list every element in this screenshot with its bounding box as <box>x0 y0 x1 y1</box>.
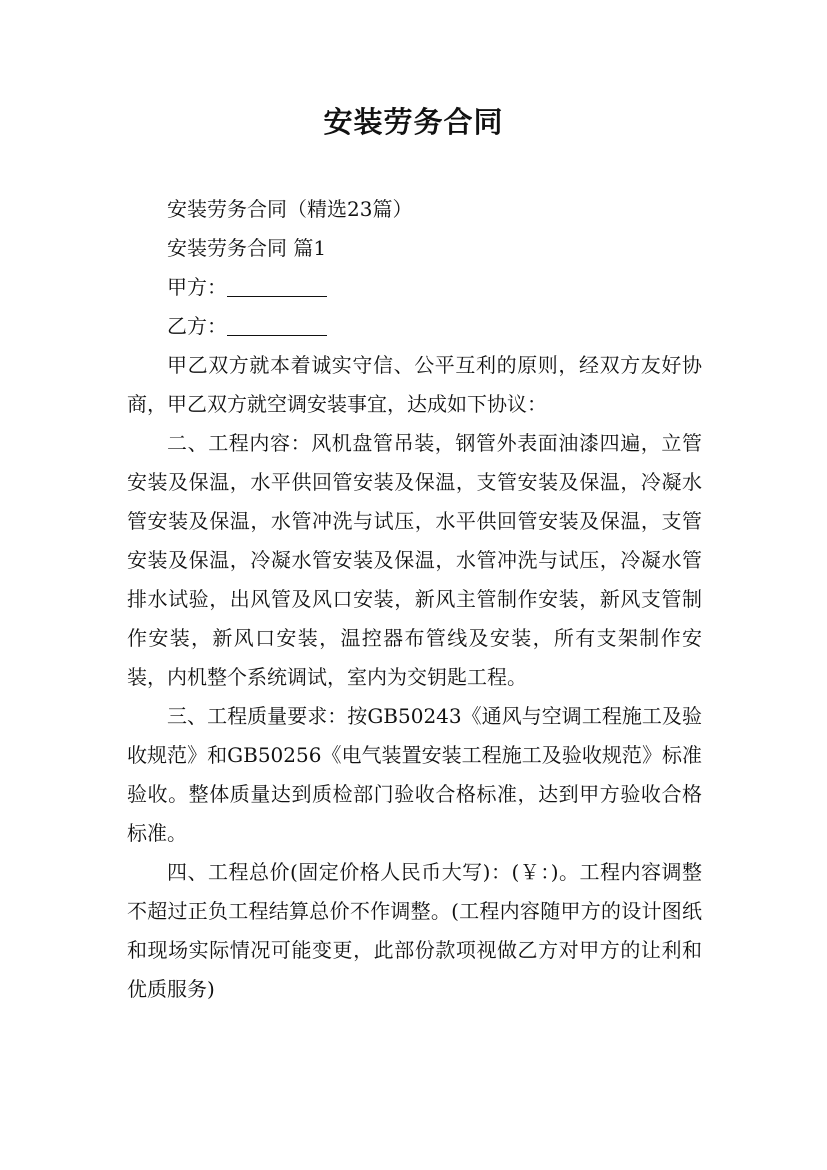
party-a-line <box>127 268 702 307</box>
document-body <box>127 190 702 1009</box>
section-heading: 安装劳务合同 篇1 <box>167 236 327 260</box>
paragraph-scope: 二、工程内容：风机盘管吊装，钢管外表面油漆四遍，立管安装及保温，水平供回管安装及保温，支管安装及保温，冷凝水管安装及保温，水管冲洗与试压，水平供回管安装及保温，支管安装及保温，冷凝水管安装及保温，水管冲洗与试压，冷凝水管排水试验，出风管及风口安装，新风主管制作安装，新风支管制作安装，新风口安装，温控器布管线及安装，所有支架制作安装，内机整个系统调试，室内为交钥匙工程。 <box>127 431 702 689</box>
party-b-line <box>127 307 702 346</box>
document-subtitle: 安装劳务合同（精选23篇） <box>167 197 413 221</box>
paragraph-price: 四、工程总价(固定价格人民币大写)：(￥：)。工程内容调整不超过正负工程结算总价不作调整。(工程内容随甲方的设计图纸和现场实际情况可能变更，此部份款项视做乙方对甲方的让利和优质服务) <box>127 860 702 1001</box>
document-title: 安装劳务合同 <box>323 105 504 139</box>
party-a-label: 甲方： <box>167 275 227 299</box>
party-b-label: 乙方： <box>167 314 227 338</box>
paragraph-quality: 三、工程质量要求：按GB50243《通风与空调工程施工及验收规范》和GB50256《电气装置安装工程施工及验收规范》标准验收。整体质量达到质检部门验收合格标准，达到甲方验收合格标准。 <box>127 704 702 845</box>
party-a-blank <box>227 270 327 297</box>
party-b-blank <box>227 309 327 336</box>
paragraph-intro: 甲乙双方就本着诚实守信、公平互利的原则，经双方友好协商，甲乙双方就空调安装事宜，达成如下协议： <box>127 353 702 416</box>
